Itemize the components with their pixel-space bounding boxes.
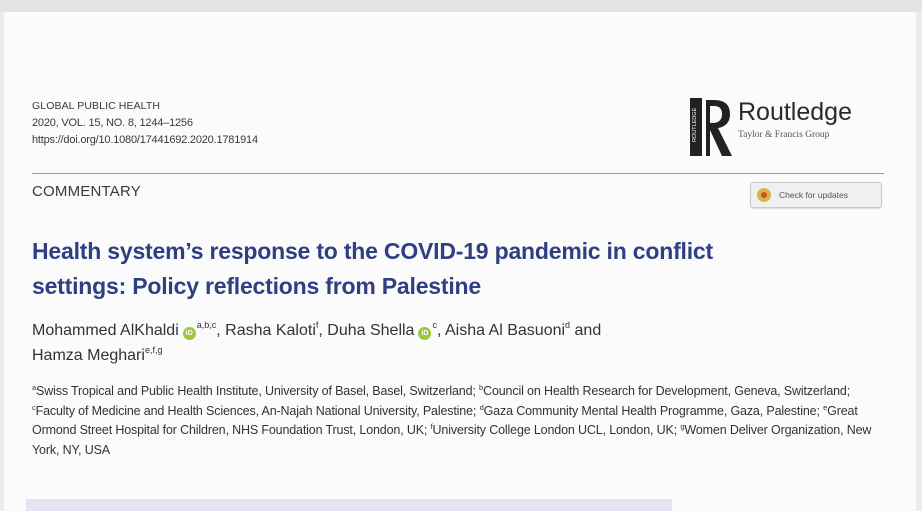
affiliations: $^a$Swiss Tropical and Public Health Institute, University of Basel, Basel, Switzerland; $^b$Council on Health Research for Development, Geneva, Switzerland; $^c$Faculty of Medicine and Health Sciences, An-Najah National University, Palestine; $^d$Gaza Community Mental Health Programme, Gaza, Palestine; $^e$Great Ormond Street Hospital for Children, NHS Foundation Trust, London, UK; $^f$University College London UCL, London, UK; $^g$Women Deliver Organization, New York, NY, USA (32, 383, 872, 457)
doi-link[interactable]: https://doi.org/10.1080/17441692.2020.1781914 (32, 134, 258, 146)
author-affiliation-marker: f (315, 320, 319, 330)
affiliation-b: Council on Health Research for Development, Geneva, Switzerland; (483, 384, 851, 398)
author-list: Mohammed AlKhaldi iD$^{a,b,c}$, Rasha Kaloti$^f$, Duha Shella $iD^c$, Aisha Al Basuoni$^d$ and Hamza Meghari$^{e,f,g}$ (32, 320, 602, 364)
affiliation-c: Faculty of Medicine and Health Sciences, An-Najah National University, Palestine; (35, 403, 477, 418)
orcid-icon[interactable]: iD (183, 327, 196, 340)
author-affiliation-marker: a,b,c (196, 320, 217, 330)
article-title (32, 234, 892, 304)
author-affiliation-marker: d (565, 320, 571, 330)
author-affiliation-marker: e,f,g (144, 345, 163, 355)
affiliation-a: Swiss Tropical and Public Health Institute, University of Basel, Basel, Switzerland; (36, 384, 476, 398)
author-name[interactable]: Rasha Kaloti (225, 322, 316, 339)
affiliation-e: Great Ormond Street Hospital for Children, NHS Foundation Trust, London, UK; (32, 403, 858, 437)
publisher-logo (690, 98, 890, 158)
journal-citation: 2020, VOL. 15, NO. 8, 1244–1256 (32, 117, 193, 129)
orcid-icon[interactable]: iD (418, 327, 431, 340)
affiliation-d: Gaza Community Mental Health Programme, Gaza, Palestine; (483, 403, 820, 418)
check-for-updates-label: Check for updates (779, 190, 848, 200)
affiliation-g: Women Deliver Organization, New York, NY, USA (32, 423, 872, 457)
author-name[interactable]: Duha Shella (327, 322, 415, 339)
routledge-logo-icon (690, 98, 736, 160)
top-band (0, 0, 922, 12)
header-divider (32, 173, 884, 174)
title-line-2: settings: Policy reflections from Palestine (32, 273, 481, 299)
title-line-1: Health system’s response to the COVID-19 pandemic in conflict (32, 238, 713, 264)
author-conjunction: and (574, 322, 602, 339)
article-type: COMMENTARY (32, 183, 141, 200)
crossmark-icon (757, 188, 771, 202)
affiliation-f: University College London UCL, London, UK; (432, 423, 678, 437)
author-affiliation-marker: c (432, 320, 437, 330)
article-page (4, 12, 916, 511)
abstract-box-edge (26, 499, 672, 511)
author-name[interactable]: Aisha Al Basuoni (444, 322, 566, 339)
author-name[interactable]: Mohammed AlKhaldi (32, 322, 179, 339)
author-name[interactable]: Hamza Meghari (32, 347, 145, 364)
journal-info (32, 98, 258, 149)
check-for-updates-button[interactable] (750, 182, 882, 208)
journal-name: GLOBAL PUBLIC HEALTH (32, 100, 161, 112)
publisher-subtitle: Taylor & Francis Group (738, 130, 830, 140)
publisher-name: Routledge (738, 98, 852, 126)
logo-spine-text: ROUTLEDGE (692, 107, 698, 142)
